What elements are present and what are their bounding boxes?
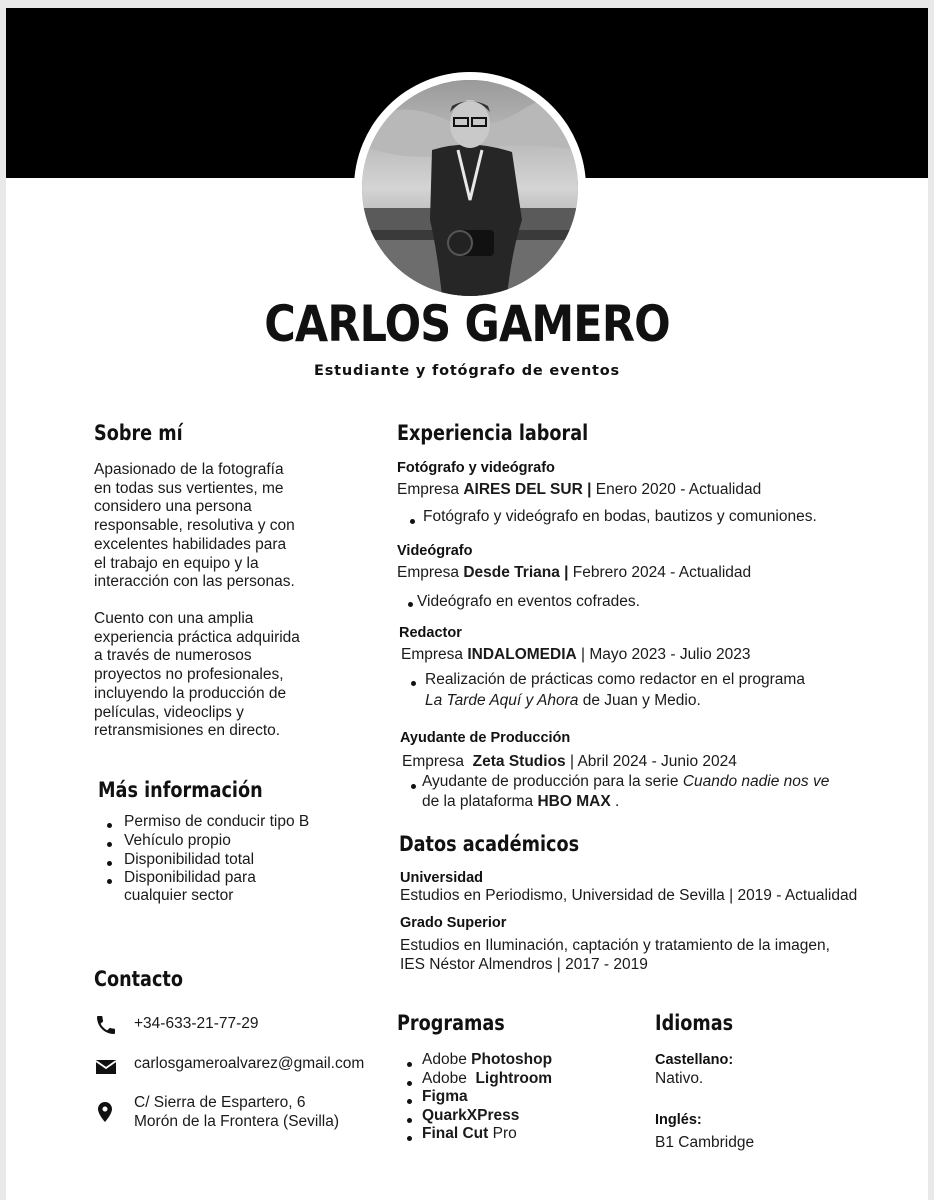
map-pin-icon — [93, 1100, 117, 1124]
job-role: Videógrafo — [397, 543, 473, 559]
academic-title: Grado Superior — [400, 915, 507, 931]
academic-detail: Estudios en Iluminación, captación y tratamiento de la imagen, — [400, 937, 830, 954]
bullet-icon — [107, 842, 112, 847]
job-company-line: Empresa INDALOMEDIA | Mayo 2023 - Julio 2023 — [401, 646, 751, 663]
about-paragraph-1: Apasionado de la fotografía en todas sus vertientes, me considero una persona responsable, resolutiva y con excelentes habilidades para el trabajo en equipo y la interacción con las personas. — [94, 461, 295, 591]
bullet-icon — [411, 784, 416, 789]
about-paragraph-2: Cuento con una amplia experiencia práctica adquirida a través de numerosos proyectos no profesionales, incluyendo la producción de películas, videoclips y retransmisiones en directo. — [94, 610, 300, 740]
academic-heading: Datos académicos — [399, 832, 580, 856]
more-info-heading: Más información — [98, 778, 263, 802]
language-name: Castellano: — [655, 1052, 734, 1068]
envelope-icon — [94, 1055, 118, 1079]
list-item: Final Cut Pro — [422, 1125, 517, 1142]
bullet-icon — [407, 1062, 412, 1067]
job-description: Ayudante de producción para la serie Cuando nadie nos ve — [422, 773, 830, 790]
list-item: Adobe Lightroom — [422, 1070, 553, 1087]
job-description: Videógrafo en eventos cofrades. — [417, 593, 640, 610]
job-description: Realización de prácticas como redactor en el programa — [425, 671, 805, 688]
list-item: Adobe Photoshop — [422, 1051, 553, 1068]
bullet-icon — [411, 681, 416, 686]
bullet-icon — [407, 1136, 412, 1141]
bullet-icon — [107, 823, 112, 828]
profile-photo — [362, 80, 578, 296]
about-heading: Sobre mí — [94, 421, 183, 445]
experience-heading: Experiencia laboral — [397, 421, 589, 445]
programs-heading: Programas — [397, 1011, 505, 1035]
language-level: B1 Cambridge — [655, 1134, 755, 1151]
bullet-icon — [107, 861, 112, 866]
bullet-icon — [107, 879, 112, 884]
candidate-name: CARLOS GAMERO — [264, 295, 670, 353]
list-item: Disponibilidad para — [124, 869, 256, 886]
job-company-line: Empresa Desde Triana | Febrero 2024 - Actualidad — [397, 564, 752, 581]
candidate-tagline: Estudiante y fotógrafo de eventos — [314, 363, 620, 379]
job-description-cont: La Tarde Aquí y Ahora de Juan y Medio. — [425, 692, 701, 709]
languages-heading: Idiomas — [655, 1011, 734, 1035]
list-item: Disponibilidad total — [124, 851, 255, 868]
bullet-icon — [408, 602, 413, 607]
list-item: QuarkXPress — [422, 1107, 520, 1124]
job-description: Fotógrafo y videógrafo en bodas, bautizos y comuniones. — [423, 508, 817, 525]
bullet-icon — [407, 1118, 412, 1123]
list-item: Figma — [422, 1088, 468, 1105]
list-item: cualquier sector — [124, 887, 234, 904]
list-item: Permiso de conducir tipo B — [124, 813, 310, 830]
job-description-cont: de la plataforma HBO MAX . — [422, 793, 620, 810]
list-item: Vehículo propio — [124, 832, 231, 849]
job-role: Redactor — [399, 625, 462, 641]
job-company-line: Empresa AIRES DEL SUR | Enero 2020 - Actualidad — [397, 481, 762, 498]
academic-detail: Estudios en Periodismo, Universidad de Sevilla | 2019 - Actualidad — [400, 887, 858, 904]
language-level: Nativo. — [655, 1070, 704, 1087]
job-role: Ayudante de Producción — [400, 730, 571, 746]
contact-address: C/ Sierra de Espartero, 6 Morón de la Frontera (Sevilla) — [134, 1094, 340, 1130]
phone-icon — [94, 1013, 118, 1037]
bullet-icon — [410, 519, 415, 524]
contact-heading: Contacto — [94, 967, 183, 991]
contact-email[interactable]: carlosgameroalvarez@gmail.com — [134, 1055, 365, 1072]
language-name: Inglés: — [655, 1112, 702, 1128]
job-company-line: Empresa Zeta Studios | Abril 2024 - Junio 2024 — [402, 753, 737, 770]
academic-title: Universidad — [400, 870, 483, 886]
contact-phone[interactable]: +34-633-21-77-29 — [134, 1015, 259, 1032]
bullet-icon — [407, 1081, 412, 1086]
bullet-icon — [407, 1099, 412, 1104]
job-role: Fotógrafo y videógrafo — [397, 460, 555, 476]
academic-detail: IES Néstor Almendros | 2017 - 2019 — [400, 956, 648, 973]
